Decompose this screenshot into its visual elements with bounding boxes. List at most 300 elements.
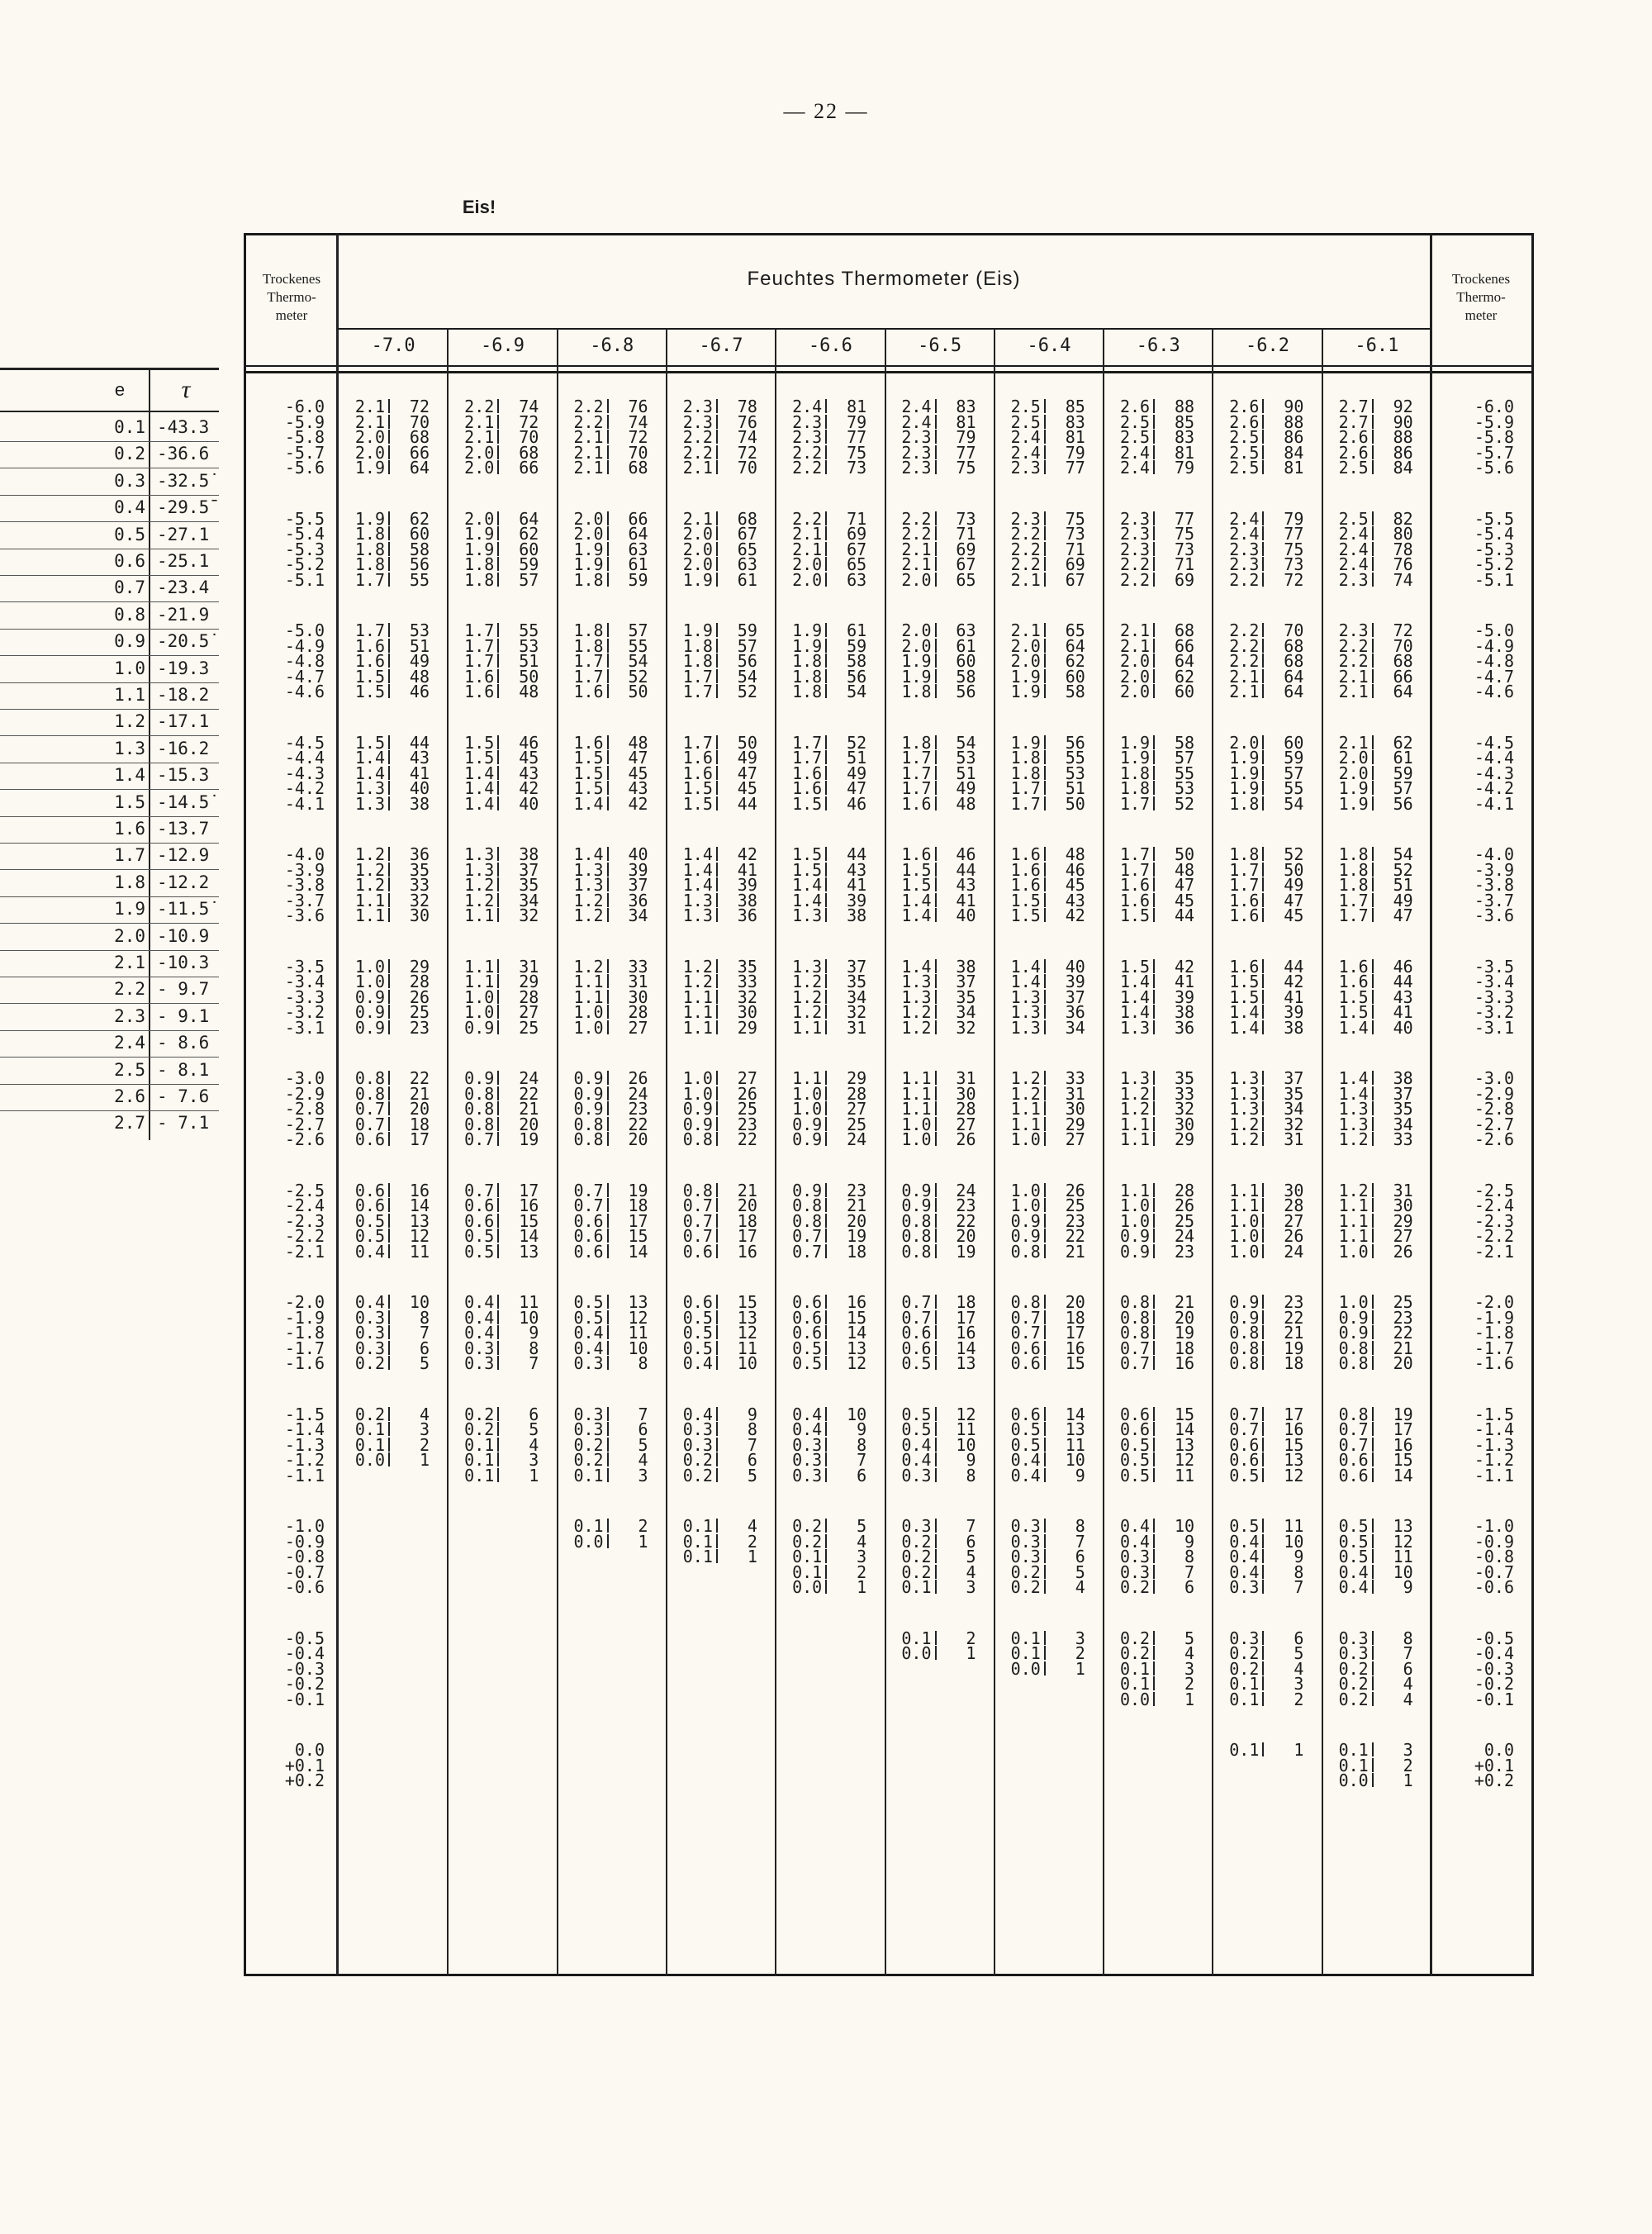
cell-diff-value: 1.3 bbox=[464, 859, 495, 880]
cell-separator bbox=[716, 847, 718, 861]
cell-humidity-value: 40 bbox=[1065, 956, 1085, 977]
cell-humidity-value: 7 bbox=[747, 1434, 757, 1455]
cell-diff-value: 1.2 bbox=[792, 1002, 823, 1023]
cell-diff-value: 1.7 bbox=[464, 635, 495, 656]
cell-humidity-value: 6 bbox=[857, 1465, 867, 1485]
cell-separator bbox=[1262, 1325, 1264, 1339]
cell-humidity-value: 75 bbox=[1175, 524, 1195, 544]
cell-humidity-value: 26 bbox=[1175, 1195, 1195, 1216]
cell-separator bbox=[1372, 1565, 1374, 1579]
side-e-value: 0.3 bbox=[114, 470, 145, 491]
side-e-value: 2.2 bbox=[114, 979, 145, 1000]
cell-humidity-value: 9 bbox=[1403, 1577, 1413, 1598]
cell-separator bbox=[1372, 1229, 1374, 1243]
cell-diff-value: 1.5 bbox=[573, 763, 604, 783]
cell-diff-value: 0.6 bbox=[792, 1292, 823, 1312]
cell-separator bbox=[388, 1295, 390, 1309]
cell-humidity-value: 41 bbox=[409, 763, 430, 783]
cell-separator bbox=[1262, 1692, 1264, 1706]
cell-humidity-value: 25 bbox=[1393, 1292, 1413, 1312]
cell-humidity-value: 13 bbox=[1393, 1516, 1413, 1536]
cell-humidity-value: 8 bbox=[1184, 1547, 1195, 1567]
cell-diff-value: 2.4 bbox=[1119, 442, 1151, 463]
cell-diff-value: 1.2 bbox=[1229, 1114, 1260, 1134]
cell-separator bbox=[1372, 877, 1374, 891]
cell-separator bbox=[497, 1086, 499, 1100]
cell-separator bbox=[935, 796, 937, 810]
cell-humidity-value: 26 bbox=[1393, 1241, 1413, 1262]
dry-value-right: -3.9 bbox=[1474, 859, 1514, 880]
cell-humidity-value: 53 bbox=[409, 620, 430, 640]
cell-separator bbox=[388, 959, 390, 973]
cell-humidity-value: 11 bbox=[1175, 1465, 1195, 1485]
cell-diff-value: 1.8 bbox=[1229, 793, 1260, 814]
cell-diff-value: 1.9 bbox=[1010, 732, 1041, 753]
cell-separator bbox=[825, 974, 827, 988]
cell-humidity-value: 73 bbox=[1284, 554, 1304, 575]
dry-value-right: -6.0 bbox=[1474, 397, 1514, 416]
cell-diff-value: 2.0 bbox=[464, 458, 495, 478]
cell-separator bbox=[1262, 1356, 1264, 1370]
cell-humidity-value: 35 bbox=[519, 875, 539, 896]
cell-separator bbox=[1153, 1519, 1155, 1533]
cell-diff-value: 0.5 bbox=[1010, 1434, 1041, 1455]
cell-humidity-value: 12 bbox=[1175, 1450, 1195, 1471]
cell-diff-value: 1.0 bbox=[1338, 1292, 1369, 1312]
cell-separator bbox=[497, 1295, 499, 1309]
column-rule bbox=[557, 328, 558, 1976]
dry-value-right: -2.1 bbox=[1474, 1241, 1514, 1262]
side-tau-value: -27.1 bbox=[157, 524, 210, 544]
cell-humidity-value: 55 bbox=[1175, 763, 1195, 783]
cell-separator bbox=[607, 542, 609, 556]
cell-diff-value: 0.9 bbox=[792, 1114, 823, 1134]
cell-humidity-value: 35 bbox=[1175, 1068, 1195, 1088]
cell-humidity-value: 8 bbox=[966, 1465, 976, 1485]
cell-humidity-value: 41 bbox=[1175, 972, 1195, 992]
cell-separator bbox=[1262, 877, 1264, 891]
cell-diff-value: 0.2 bbox=[1229, 1643, 1260, 1664]
dry-value-left: -2.5 bbox=[284, 1180, 325, 1200]
cell-humidity-value: 69 bbox=[956, 539, 976, 559]
cell-diff-value: 2.0 bbox=[464, 508, 495, 529]
cell-humidity-value: 3 bbox=[529, 1450, 539, 1471]
dry-value-left: -1.6 bbox=[284, 1353, 325, 1374]
cell-humidity-value: 5 bbox=[419, 1353, 430, 1374]
cell-diff-value: 0.4 bbox=[1010, 1465, 1041, 1485]
dry-value-left: -2.4 bbox=[284, 1195, 325, 1216]
cell-diff-value: 2.5 bbox=[1119, 427, 1151, 448]
cell-diff-value: 0.8 bbox=[1229, 1338, 1260, 1358]
cell-diff-value: 0.3 bbox=[573, 1353, 604, 1374]
cell-diff-value: 1.0 bbox=[1229, 1226, 1260, 1247]
cell-separator bbox=[716, 1295, 718, 1309]
cell-humidity-value: 2 bbox=[638, 1516, 648, 1536]
cell-separator bbox=[1262, 445, 1264, 459]
cell-humidity-value: 9 bbox=[747, 1404, 757, 1424]
cell-diff-value: 0.3 bbox=[1229, 1577, 1260, 1598]
cell-separator bbox=[497, 1117, 499, 1131]
cell-separator bbox=[935, 1341, 937, 1355]
cell-diff-value: 1.4 bbox=[1338, 1068, 1369, 1088]
cell-separator bbox=[1372, 1117, 1374, 1131]
cell-separator bbox=[497, 445, 499, 459]
cell-diff-value: 0.3 bbox=[1010, 1516, 1041, 1536]
cell-diff-value: 0.6 bbox=[1010, 1338, 1041, 1358]
side-row-rule bbox=[0, 816, 219, 817]
cell-diff-value: 1.6 bbox=[682, 748, 713, 768]
cell-separator bbox=[1044, 1101, 1046, 1115]
side-header-e: e bbox=[114, 379, 126, 400]
cell-separator bbox=[1372, 750, 1374, 764]
cell-separator bbox=[1153, 460, 1155, 474]
cell-diff-value: 1.7 bbox=[1010, 793, 1041, 814]
cell-diff-value: 1.9 bbox=[1229, 778, 1260, 799]
cell-separator bbox=[935, 893, 937, 907]
cell-diff-value: 2.2 bbox=[1229, 569, 1260, 590]
cell-separator bbox=[1372, 974, 1374, 988]
cell-humidity-value: 74 bbox=[519, 397, 539, 416]
cell-humidity-value: 67 bbox=[1065, 569, 1085, 590]
cell-diff-value: 0.2 bbox=[1010, 1577, 1041, 1598]
cell-separator bbox=[1372, 1631, 1374, 1645]
cell-separator bbox=[825, 990, 827, 1004]
cell-separator bbox=[1153, 1214, 1155, 1228]
cell-humidity-value: 35 bbox=[1393, 1099, 1413, 1119]
cell-diff-value: 1.3 bbox=[1119, 1017, 1151, 1038]
cell-separator bbox=[935, 669, 937, 683]
dry-value-right: -2.5 bbox=[1474, 1180, 1514, 1200]
cell-diff-value: 0.1 bbox=[682, 1516, 713, 1536]
cell-humidity-value: 61 bbox=[737, 569, 757, 590]
dry-value-left: -1.2 bbox=[284, 1450, 325, 1471]
cell-separator bbox=[825, 766, 827, 780]
cell-humidity-value: 68 bbox=[737, 508, 757, 529]
cell-separator bbox=[1372, 766, 1374, 780]
cell-diff-value: 2.1 bbox=[1010, 569, 1041, 590]
cell-humidity-value: 6 bbox=[966, 1531, 976, 1552]
cell-separator bbox=[388, 781, 390, 795]
cell-diff-value: 1.2 bbox=[682, 972, 713, 992]
cell-diff-value: 1.3 bbox=[792, 956, 823, 977]
cell-diff-value: 0.6 bbox=[354, 1180, 385, 1200]
side-row-rule bbox=[0, 521, 219, 522]
cell-separator bbox=[825, 542, 827, 556]
cell-humidity-value: 55 bbox=[519, 620, 539, 640]
cell-separator bbox=[497, 863, 499, 877]
cell-separator bbox=[1372, 1580, 1374, 1594]
cell-humidity-value: 11 bbox=[628, 1323, 648, 1343]
cell-separator bbox=[1372, 1452, 1374, 1466]
cell-separator bbox=[1153, 1310, 1155, 1324]
cell-separator bbox=[825, 1422, 827, 1436]
cell-diff-value: 0.6 bbox=[1010, 1353, 1041, 1374]
cell-separator bbox=[497, 1244, 499, 1258]
cell-diff-value: 0.8 bbox=[354, 1068, 385, 1088]
cell-separator bbox=[716, 1452, 718, 1466]
cell-separator bbox=[1372, 415, 1374, 429]
cell-humidity-value: 15 bbox=[847, 1307, 867, 1328]
cell-humidity-value: 50 bbox=[519, 666, 539, 687]
side-tau-value: -17.1 bbox=[157, 711, 210, 732]
cell-diff-value: 0.4 bbox=[1229, 1547, 1260, 1567]
dry-value-right: -2.4 bbox=[1474, 1195, 1514, 1216]
cell-separator bbox=[1153, 1661, 1155, 1676]
cell-diff-value: 1.5 bbox=[354, 732, 385, 753]
cell-diff-value: 0.8 bbox=[1338, 1404, 1369, 1424]
cell-separator bbox=[1044, 908, 1046, 922]
cell-diff-value: 2.6 bbox=[1338, 442, 1369, 463]
cell-separator bbox=[1044, 766, 1046, 780]
cell-separator bbox=[1262, 1646, 1264, 1660]
cell-humidity-value: 48 bbox=[409, 666, 430, 687]
cell-diff-value: 0.0 bbox=[1119, 1689, 1151, 1709]
cell-humidity-value: 84 bbox=[1393, 458, 1413, 478]
cell-humidity-value: 47 bbox=[1175, 875, 1195, 896]
cell-diff-value: 2.3 bbox=[682, 411, 713, 432]
cell-diff-value: 0.4 bbox=[901, 1450, 932, 1471]
cell-humidity-value: 66 bbox=[628, 508, 648, 529]
cell-diff-value: 1.3 bbox=[1229, 1099, 1260, 1119]
side-tau-value: -11.5̇ bbox=[157, 899, 210, 920]
cell-separator bbox=[1372, 1198, 1374, 1212]
cell-humidity-value: 67 bbox=[737, 524, 757, 544]
cell-diff-value: 2.5 bbox=[1229, 427, 1260, 448]
cell-separator bbox=[1372, 542, 1374, 556]
cell-humidity-value: 9 bbox=[529, 1323, 539, 1343]
cell-separator bbox=[935, 750, 937, 764]
cell-separator bbox=[607, 1534, 609, 1548]
cell-humidity-value: 30 bbox=[1065, 1099, 1085, 1119]
cell-diff-value: 0.7 bbox=[464, 1129, 495, 1150]
cell-diff-value: 1.2 bbox=[354, 844, 385, 864]
cell-humidity-value: 25 bbox=[737, 1099, 757, 1119]
cell-humidity-value: 27 bbox=[1065, 1129, 1085, 1150]
cell-separator bbox=[1044, 959, 1046, 973]
dry-value-right: -0.1 bbox=[1474, 1689, 1514, 1709]
cell-separator bbox=[1262, 511, 1264, 525]
dry-value-right: -0.7 bbox=[1474, 1561, 1514, 1582]
cell-separator bbox=[825, 847, 827, 861]
dry-value-left: -0.6 bbox=[284, 1577, 325, 1598]
cell-separator bbox=[1262, 1214, 1264, 1228]
column-header: -6.8 bbox=[590, 335, 634, 356]
cell-separator bbox=[607, 1422, 609, 1436]
side-tau-value: -25.1 bbox=[157, 551, 210, 571]
cell-separator bbox=[1262, 684, 1264, 698]
cell-separator bbox=[1262, 542, 1264, 556]
cell-humidity-value: 7 bbox=[1075, 1531, 1085, 1552]
cell-separator bbox=[607, 623, 609, 637]
cell-diff-value: 0.5 bbox=[901, 1419, 932, 1440]
cell-diff-value: 1.5 bbox=[901, 875, 932, 896]
cell-diff-value: 2.3 bbox=[1119, 508, 1151, 529]
cell-separator bbox=[716, 1117, 718, 1131]
cell-diff-value: 1.8 bbox=[901, 732, 932, 753]
cell-separator bbox=[388, 750, 390, 764]
dry-value-left: +0.1 bbox=[284, 1755, 325, 1775]
cell-humidity-value: 14 bbox=[519, 1226, 539, 1247]
cell-separator bbox=[935, 445, 937, 459]
cell-humidity-value: 44 bbox=[1284, 956, 1304, 977]
cell-humidity-value: 37 bbox=[628, 875, 648, 896]
cell-diff-value: 0.9 bbox=[1229, 1307, 1260, 1328]
cell-humidity-value: 6 bbox=[1294, 1628, 1304, 1648]
cell-separator bbox=[935, 573, 937, 587]
cell-humidity-value: 23 bbox=[956, 1195, 976, 1216]
cell-diff-value: 2.2 bbox=[1010, 554, 1041, 575]
cell-separator bbox=[607, 766, 609, 780]
cell-humidity-value: 34 bbox=[1065, 1017, 1085, 1038]
cell-separator bbox=[1153, 1549, 1155, 1563]
cell-separator bbox=[716, 959, 718, 973]
cell-diff-value: 0.8 bbox=[464, 1099, 495, 1119]
cell-separator bbox=[716, 781, 718, 795]
cell-diff-value: 0.4 bbox=[464, 1292, 495, 1312]
side-e-value: 2.3 bbox=[114, 1005, 145, 1026]
cell-diff-value: 1.8 bbox=[901, 682, 932, 702]
cell-diff-value: 0.1 bbox=[792, 1561, 823, 1582]
cell-humidity-value: 43 bbox=[409, 748, 430, 768]
cell-humidity-value: 47 bbox=[1393, 905, 1413, 926]
dry-value-left: -2.3 bbox=[284, 1210, 325, 1231]
cell-humidity-value: 75 bbox=[847, 442, 867, 463]
cell-humidity-value: 60 bbox=[956, 651, 976, 672]
cell-humidity-value: 1 bbox=[1075, 1658, 1085, 1679]
cell-humidity-value: 35 bbox=[1284, 1083, 1304, 1104]
cell-separator bbox=[1372, 893, 1374, 907]
dry-value-left: -0.5 bbox=[284, 1628, 325, 1648]
cell-humidity-value: 13 bbox=[519, 1241, 539, 1262]
side-row-rule bbox=[0, 735, 219, 736]
cell-humidity-value: 48 bbox=[956, 793, 976, 814]
cell-diff-value: 2.3 bbox=[1229, 554, 1260, 575]
cell-humidity-value: 6 bbox=[638, 1419, 648, 1440]
cell-diff-value: 2.0 bbox=[901, 620, 932, 640]
cell-separator bbox=[497, 415, 499, 429]
cell-diff-value: 0.2 bbox=[1119, 1628, 1151, 1648]
cell-humidity-value: 45 bbox=[1284, 905, 1304, 926]
cell-separator bbox=[825, 557, 827, 571]
cell-diff-value: 0.1 bbox=[1229, 1740, 1260, 1760]
cell-diff-value: 1.1 bbox=[682, 1017, 713, 1038]
cell-humidity-value: 28 bbox=[519, 986, 539, 1007]
cell-separator bbox=[825, 1438, 827, 1452]
cell-diff-value: 0.5 bbox=[901, 1404, 932, 1424]
cell-separator bbox=[1153, 750, 1155, 764]
cell-humidity-value: 37 bbox=[847, 956, 867, 977]
cell-separator bbox=[716, 1438, 718, 1452]
cell-humidity-value: 17 bbox=[519, 1180, 539, 1200]
cell-separator bbox=[1372, 1341, 1374, 1355]
cell-humidity-value: 61 bbox=[847, 620, 867, 640]
cell-humidity-value: 14 bbox=[409, 1195, 430, 1216]
cell-diff-value: 2.0 bbox=[1338, 748, 1369, 768]
cell-separator bbox=[1153, 415, 1155, 429]
cell-diff-value: 0.3 bbox=[464, 1353, 495, 1374]
cell-humidity-value: 2 bbox=[419, 1434, 430, 1455]
cell-humidity-value: 6 bbox=[529, 1404, 539, 1424]
cell-separator bbox=[1372, 1742, 1374, 1756]
cell-humidity-value: 42 bbox=[737, 844, 757, 864]
cell-diff-value: 1.4 bbox=[901, 890, 932, 910]
cell-separator bbox=[607, 669, 609, 683]
cell-separator bbox=[1262, 415, 1264, 429]
cell-diff-value: 0.1 bbox=[792, 1547, 823, 1567]
cell-humidity-value: 4 bbox=[1403, 1689, 1413, 1709]
cell-separator bbox=[935, 1214, 937, 1228]
cell-separator bbox=[1153, 735, 1155, 749]
left-header-line-3: meter bbox=[275, 307, 308, 323]
side-tau-value: -14.5̇ bbox=[157, 791, 210, 812]
cell-diff-value: 1.7 bbox=[792, 748, 823, 768]
cell-separator bbox=[716, 1356, 718, 1370]
cell-humidity-value: 58 bbox=[409, 539, 430, 559]
cell-separator bbox=[607, 1132, 609, 1146]
dry-value-left: -5.6 bbox=[284, 458, 325, 478]
cell-separator bbox=[1262, 654, 1264, 668]
cell-diff-value: 0.7 bbox=[901, 1307, 932, 1328]
cell-humidity-value: 62 bbox=[519, 524, 539, 544]
cell-diff-value: 2.2 bbox=[1119, 554, 1151, 575]
dry-value-left: -4.5 bbox=[284, 732, 325, 753]
cell-separator bbox=[935, 781, 937, 795]
cell-humidity-value: 50 bbox=[737, 732, 757, 753]
cell-humidity-value: 45 bbox=[628, 763, 648, 783]
cell-separator bbox=[1153, 781, 1155, 795]
cell-separator bbox=[716, 1310, 718, 1324]
cell-diff-value: 0.1 bbox=[1229, 1689, 1260, 1709]
cell-diff-value: 0.3 bbox=[682, 1434, 713, 1455]
cell-separator bbox=[935, 1229, 937, 1243]
cell-humidity-value: 22 bbox=[1393, 1323, 1413, 1343]
side-tau-value: -32.5̇ bbox=[157, 470, 210, 491]
cell-humidity-value: 24 bbox=[956, 1180, 976, 1200]
cell-humidity-value: 31 bbox=[847, 1017, 867, 1038]
cell-humidity-value: 28 bbox=[1284, 1195, 1304, 1216]
cell-humidity-value: 26 bbox=[1284, 1226, 1304, 1247]
cell-humidity-value: 19 bbox=[519, 1129, 539, 1150]
cell-humidity-value: 49 bbox=[1393, 890, 1413, 910]
cell-separator bbox=[497, 399, 499, 413]
cell-diff-value: 0.7 bbox=[792, 1241, 823, 1262]
cell-separator bbox=[716, 1244, 718, 1258]
cell-humidity-value: 54 bbox=[737, 666, 757, 687]
cell-separator bbox=[825, 908, 827, 922]
dry-value-left: -4.2 bbox=[284, 778, 325, 799]
cell-diff-value: 0.8 bbox=[464, 1083, 495, 1104]
cell-separator bbox=[1044, 526, 1046, 540]
cell-separator bbox=[1044, 1422, 1046, 1436]
cell-humidity-value: 15 bbox=[737, 1292, 757, 1312]
cell-humidity-value: 56 bbox=[956, 682, 976, 702]
cell-separator bbox=[388, 1183, 390, 1197]
cell-separator bbox=[825, 1020, 827, 1034]
dry-value-right: -5.7 bbox=[1474, 442, 1514, 463]
side-e-value: 0.9 bbox=[114, 631, 145, 652]
cell-separator bbox=[716, 1132, 718, 1146]
cell-humidity-value: 12 bbox=[737, 1323, 757, 1343]
cell-humidity-value: 19 bbox=[1175, 1323, 1195, 1343]
cell-humidity-value: 8 bbox=[747, 1419, 757, 1440]
cell-humidity-value: 19 bbox=[847, 1226, 867, 1247]
cell-separator bbox=[1262, 1183, 1264, 1197]
cell-diff-value: 1.1 bbox=[682, 1002, 713, 1023]
cell-diff-value: 1.0 bbox=[1119, 1210, 1151, 1231]
cell-humidity-value: 68 bbox=[1175, 620, 1195, 640]
cell-separator bbox=[1153, 893, 1155, 907]
cell-separator bbox=[607, 893, 609, 907]
